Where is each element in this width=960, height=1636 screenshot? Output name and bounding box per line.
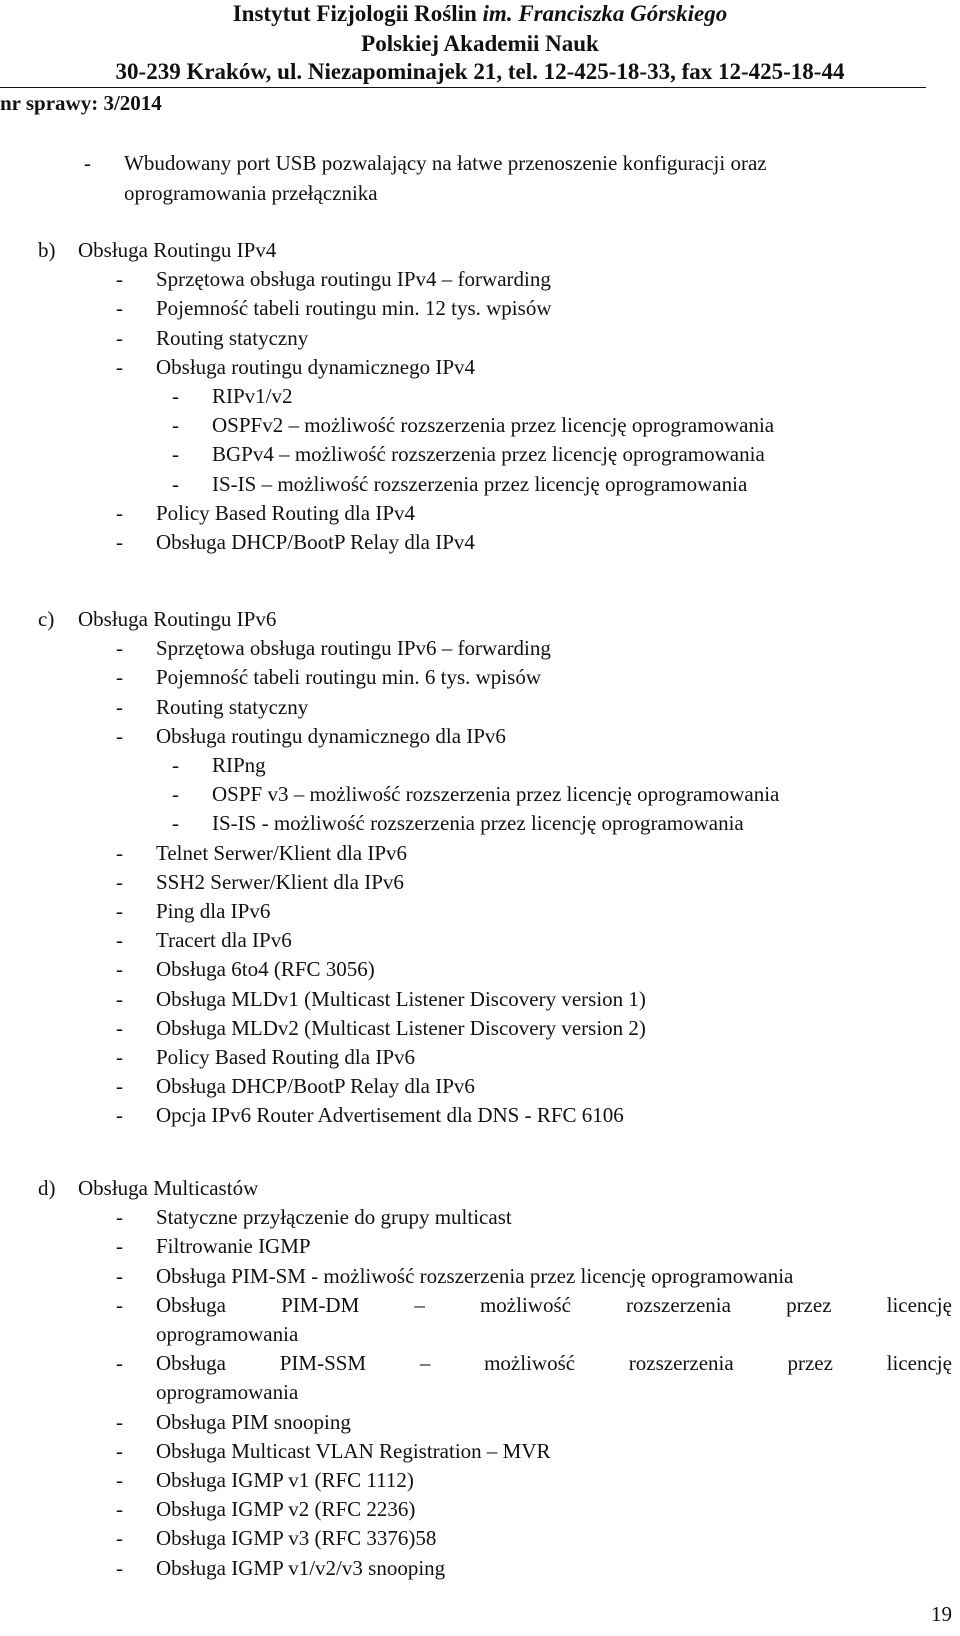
list-dash: - (172, 442, 179, 466)
section-title: Obsługa Multicastów (78, 1176, 259, 1200)
list-item-text: Obsługa DHCP/BootP Relay dla IPv4 (156, 530, 475, 554)
list-dash: - (116, 899, 123, 923)
list-item-text: RIPv1/v2 (212, 384, 293, 408)
list-item-text: Filtrowanie IGMP (156, 1234, 311, 1258)
list-item-text: OSPFv2 – możliwość rozszerzenia przez licencję oprogramowania (212, 413, 775, 437)
list-item-text: Obsługa PIM-SM - możliwość rozszerzenia przez licencję oprogramowania (156, 1264, 794, 1288)
list-item-text: oprogramowania przełącznika (124, 181, 378, 205)
section-marker: d) (38, 1176, 56, 1200)
word: rozszerzenia (628, 1351, 734, 1375)
list-item-text: Policy Based Routing dla IPv6 (156, 1045, 415, 1069)
list-item-text: OSPF v3 – możliwość rozszerzenia przez licencję oprogramowania (212, 782, 780, 806)
word: licencję (886, 1351, 952, 1375)
list-dash: - (172, 753, 179, 777)
list-item-text: Wbudowany port USB pozwalający na łatwe przenoszenie konfiguracji oraz (124, 151, 767, 175)
institute-name-part1: Instytut Fizjologii Roślin (232, 1, 483, 26)
list-dash: - (116, 636, 123, 660)
word: Obsługa (156, 1293, 226, 1317)
word: przez (786, 1293, 832, 1317)
word: Obsługa (156, 1351, 226, 1375)
list-dash: - (116, 1468, 123, 1492)
institute-address: 30-239 Kraków, ul. Niezapominajek 21, tel. 12-425-18-33, fax 12-425-18-44 (115, 59, 845, 84)
list-item-text: Obsługa IGMP v2 (RFC 2236) (156, 1497, 416, 1521)
list-dash: - (116, 870, 123, 894)
list-item-text: Routing statyczny (156, 326, 309, 350)
list-item-text: Tracert dla IPv6 (156, 928, 292, 952)
list-dash: - (116, 326, 123, 350)
list-dash: - (116, 501, 123, 525)
word: licencję (886, 1293, 952, 1317)
list-item-text: RIPng (212, 753, 266, 777)
list-item-text: Obsługa IGMP v3 (RFC 3376)58 (156, 1526, 437, 1550)
case-number: nr sprawy: 3/2014 (0, 91, 162, 115)
list-item-text: oprogramowania (156, 1380, 299, 1404)
list-item-text: Obsługa IGMP v1/v2/v3 snooping (156, 1556, 446, 1580)
list-dash: - (116, 957, 123, 981)
list-item-text: Obsługa 6to4 (RFC 3056) (156, 957, 375, 981)
list-item-text: Ping dla IPv6 (156, 899, 271, 923)
word: możliwość (479, 1293, 571, 1317)
list-item-text: Obsługa MLDv1 (Multicast Listener Discovery version 1) (156, 987, 646, 1011)
list-dash: - (116, 1497, 123, 1521)
list-dash: - (116, 695, 123, 719)
word: – (419, 1351, 431, 1375)
word: rozszerzenia (626, 1293, 731, 1317)
institute-name (0, 0, 960, 28)
word: – (414, 1293, 425, 1317)
justified-item-text (156, 1292, 952, 1318)
word: możliwość (484, 1351, 576, 1375)
list-item-text: Routing statyczny (156, 695, 309, 719)
list-item-text: Obsługa MLDv2 (Multicast Listener Discovery version 2) (156, 1016, 646, 1040)
list-dash: - (172, 384, 179, 408)
list-item-text: Obsługa Multicast VLAN Registration – MVR (156, 1439, 551, 1463)
section-marker: b) (38, 238, 56, 262)
list-item-text: Obsługa IGMP v1 (RFC 1112) (156, 1468, 414, 1492)
list-dash: - (84, 151, 91, 175)
list-item-text: Pojemność tabeli routingu min. 12 tys. wpisów (156, 296, 552, 320)
word: PIM-DM (281, 1293, 360, 1317)
word: przez (787, 1351, 833, 1375)
list-dash: - (116, 267, 123, 291)
list-item-text: Policy Based Routing dla IPv4 (156, 501, 415, 525)
list-dash: - (116, 1410, 123, 1434)
list-dash: - (116, 1439, 123, 1463)
list-item-text: Statyczne przyłączenie do grupy multicast (156, 1205, 512, 1229)
list-dash: - (116, 841, 123, 865)
list-dash: - (116, 355, 123, 379)
list-item-text: IS-IS – możliwość rozszerzenia przez licencję oprogramowania (212, 472, 748, 496)
list-item-text: Obsługa DHCP/BootP Relay dla IPv6 (156, 1074, 475, 1098)
list-dash: - (116, 1526, 123, 1550)
section-title: Obsługa Routingu IPv6 (78, 607, 277, 631)
list-item-text: Telnet Serwer/Klient dla IPv6 (156, 841, 408, 865)
list-dash: - (172, 782, 179, 806)
list-item-text: Sprzętowa obsługa routingu IPv6 – forwarding (156, 636, 551, 660)
list-item-text: Opcja IPv6 Router Advertisement dla DNS - RFC 6106 (156, 1103, 624, 1127)
list-item-text: BGPv4 – możliwość rozszerzenia przez licencję oprogramowania (212, 442, 765, 466)
list-dash: - (116, 1205, 123, 1229)
list-dash: - (116, 530, 123, 554)
institute-name-part2: im. Franciszka Górskiego (482, 1, 728, 26)
list-item-text: Pojemność tabeli routingu min. 6 tys. wpisów (156, 665, 541, 689)
list-dash: - (116, 1234, 123, 1258)
list-item-text: SSH2 Serwer/Klient dla IPv6 (156, 870, 404, 894)
page-number: 19 (931, 1602, 952, 1626)
list-dash: - (116, 665, 123, 689)
word: PIM-SSM (279, 1351, 367, 1375)
header-rule (0, 87, 926, 88)
list-dash: - (116, 1556, 123, 1580)
list-dash: - (116, 928, 123, 952)
list-dash: - (116, 987, 123, 1011)
list-item-text: IS-IS - możliwość rozszerzenia przez licencję oprogramowania (212, 811, 744, 835)
justified-item-text (156, 1350, 952, 1376)
list-dash: - (116, 1351, 123, 1375)
list-item-text: Sprzętowa obsługa routingu IPv4 – forwarding (156, 267, 551, 291)
list-dash: - (116, 1016, 123, 1040)
list-dash: - (172, 413, 179, 437)
list-dash: - (116, 1045, 123, 1069)
list-dash: - (172, 811, 179, 835)
list-dash: - (116, 724, 123, 748)
list-dash: - (116, 1293, 123, 1317)
list-dash: - (116, 1264, 123, 1288)
list-dash: - (116, 296, 123, 320)
list-dash: - (172, 472, 179, 496)
list-item-text: Obsługa routingu dynamicznego dla IPv6 (156, 724, 506, 748)
section-title: Obsługa Routingu IPv4 (78, 238, 277, 262)
list-dash: - (116, 1103, 123, 1127)
list-dash: - (116, 1074, 123, 1098)
section-marker: c) (38, 607, 55, 631)
list-item-text: Obsługa routingu dynamicznego IPv4 (156, 355, 476, 379)
academy-name: Polskiej Akademii Nauk (361, 31, 599, 56)
list-item-text: Obsługa PIM snooping (156, 1410, 351, 1434)
list-item-text: oprogramowania (156, 1322, 299, 1346)
